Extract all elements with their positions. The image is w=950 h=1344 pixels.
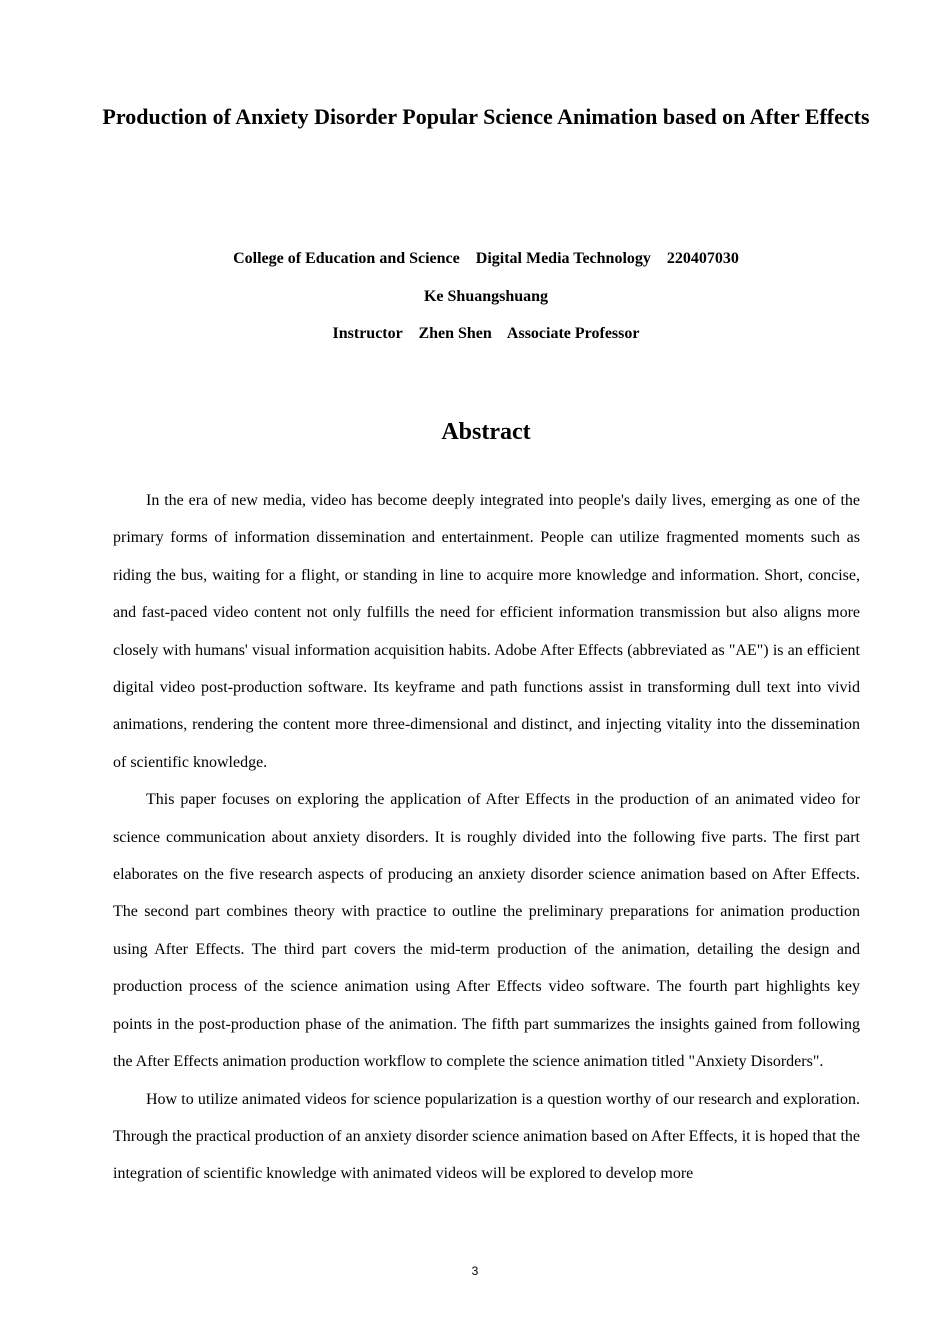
abstract-paragraph-2: This paper focuses on exploring the application of After Effects in the production of an animated video for science communication about anxiety disorders. It is roughly divided into the following five parts. The first part elaborates on the five research aspects of producing an anxiety disorder science animation based on After Effects. The second part combines theory with practice to outline the preliminary preparations for animation production using After Effects. The third part covers the mid-term production of the animation, detailing the design and production process of the science animation using After Effects video software. The fourth part highlights key points in the post-production phase of the animation. The fifth part summarizes the insights gained from following the After Effects animation production workflow to complete the science animation titled "Anxiety Disorders". xyxy=(113,791,860,1071)
instructor-info: Instructor Zhen Shen Associate Professor xyxy=(332,325,640,342)
author-name: Ke Shuangshuang xyxy=(423,288,549,305)
abstract-paragraph-3: How to utilize animated videos for science popularization is a question worthy of our research and exploration. Through the practical production of an anxiety disorder science animation based on After Effects, it is hoped that the integration of scientific knowledge with animated videos will be explored to develop more xyxy=(113,1090,860,1183)
page-number: 3 xyxy=(471,1264,479,1278)
abstract-body xyxy=(113,482,860,1193)
author-affiliation: College of Education and Science Digital Media Technology 220407030 xyxy=(233,250,739,267)
document-title: Production of Anxiety Disorder Popular Science Animation based on After Effects xyxy=(102,104,870,129)
abstract-paragraph-1: In the era of new media, video has become deeply integrated into people's daily lives, emerging as one of the primary forms of information dissemination and entertainment. People can utilize fragmented moments such as riding the bus, waiting for a flight, or standing in line to acquire more knowledge and information. Short, concise, and fast-paced video content not only fulfills the need for efficient information transmission but also aligns more closely with humans' visual information acquisition habits. Adobe After Effects (abbreviated as "AE") is an efficient digital video post-production software. Its keyframe and path functions assist in transforming dull text into vivid animations, rendering the content more three-dimensional and distinct, and injecting vitality into the dissemination of scientific knowledge. xyxy=(113,492,860,771)
abstract-heading: Abstract xyxy=(441,419,531,445)
